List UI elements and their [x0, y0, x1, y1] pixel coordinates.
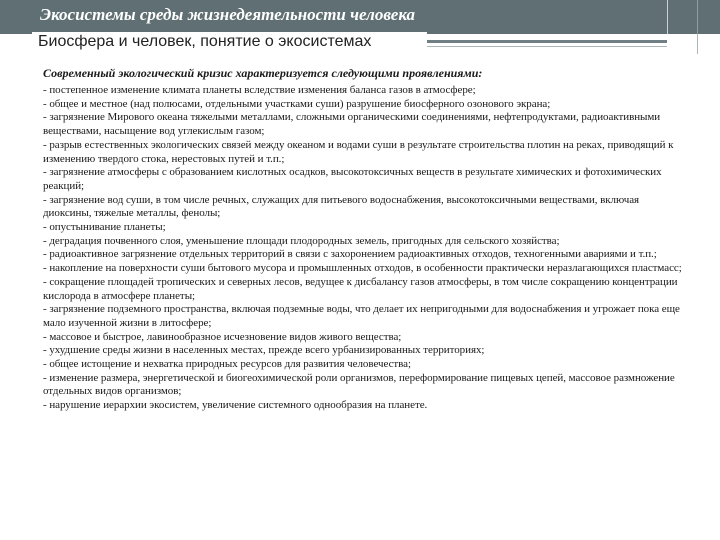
list-item: - массовое и быстрое, лавинообразное исчезновение видов живого вещества;	[43, 330, 402, 343]
slide-subtitle: Биосфера и человек, понятие о экосистемах	[38, 33, 372, 50]
list-item: - накопление на поверхности суши бытового мусора и промышленных отходов, в особенности практически неразлагающихся пластмасс;	[43, 262, 682, 275]
list-item: - сокращение площадей тропических и северных лесов, ведущее к дисбалансу газов атмосферы, в том числе сокращению концентрации кислорода в атмосфере планеты;	[43, 275, 678, 302]
list-item: - общее истощение и нехватка природных ресурсов для развития человечества;	[43, 358, 412, 371]
header-divider	[697, 0, 698, 34]
decorative-rule	[427, 40, 667, 43]
list-item: - общее и местное (над полюсами, отдельными участками суши) разрушение биосферного озонового экрана;	[43, 97, 551, 110]
list-item: - загрязнение вод суши, в том числе речных, служащих для питьевого водоснабжения, высокотоксичными веществами, включая диоксины, тяжелые металлы, фенолы;	[43, 193, 640, 220]
decorative-rule	[427, 46, 667, 47]
list-item: - деградация почвенного слоя, уменьшение площади плодородных земель, пригодных для сельского хозяйства;	[43, 234, 560, 247]
list-item: - постепенное изменение климата планеты вследствие изменения баланса газов в атмосфере;	[43, 84, 476, 96]
list-item: - опустынивание планеты;	[43, 221, 166, 234]
slide-title: Экосистемы среды жизнедеятельности человека	[40, 5, 416, 24]
list-item: - разрыв естественных экологических связей между океаном и водами суши в результате строительства плотин на реках, приводящий к изменению твердого стока, нерестовых путей и т.п.;	[43, 138, 674, 165]
item-list	[43, 84, 683, 413]
list-item: - изменение размера, энергетической и биогеохимической роли организмов, переформирование пищевых цепей, массовое размножение отдельных видов организмов;	[43, 371, 675, 398]
decorative-rule	[697, 34, 698, 54]
list-item: - загрязнение атмосферы с образованием кислотных осадков, высокотоксичных веществ в результате химических и фотохимических реакций;	[43, 166, 662, 192]
list-item: - нарушение иерархии экосистем, увеличение системного однообразия на планете.	[43, 399, 428, 412]
list-item: - ухудшение среды жизни в населенных местах, прежде всего урбанизированных территориях;	[43, 344, 485, 357]
list-item: - загрязнение Мирового океана тяжелыми металлами, сложными органическими соединениями, нефтепродуктами, радиоактивными веществами, насыщение вод углекислым газом;	[43, 111, 661, 138]
list-item: - радиоактивное загрязнение отдельных территорий в связи с захоронением радиоактивных отходов, техногенными авариями и т.п.;	[43, 248, 657, 261]
header-divider	[667, 0, 668, 34]
body-heading: Современный экологический кризис характеризуется следующими проявлениями:	[43, 66, 483, 80]
list-item: - загрязнение подземного пространства, включая подземные воды, что делает их непригодными для водоснабжения и угрожает пока еще мало изученной жизни в литосфере;	[43, 303, 680, 329]
slide-body	[43, 66, 683, 413]
